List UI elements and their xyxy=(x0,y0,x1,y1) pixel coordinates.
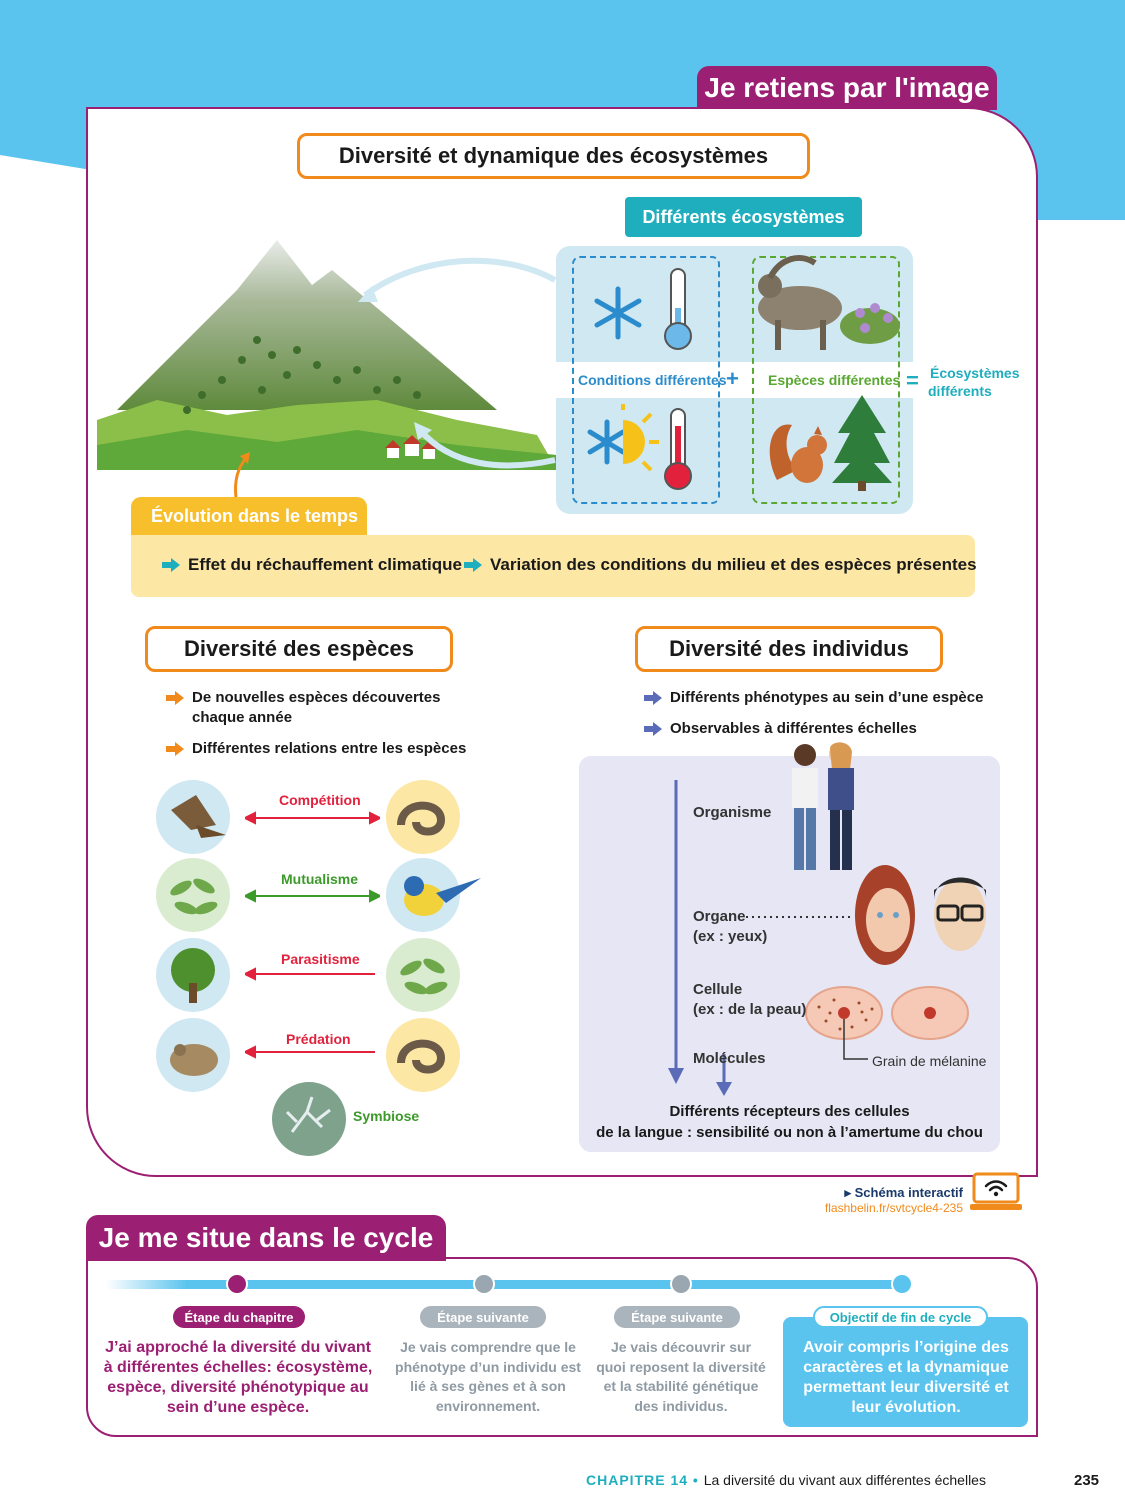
evolution-tab: Évolution dans le temps xyxy=(131,497,367,535)
arrow-right-icon xyxy=(464,558,482,572)
scale-cellule-line1: Cellule xyxy=(693,981,743,998)
timeline-dot-goal xyxy=(891,1273,913,1295)
footer-subtitle: La diversité du vivant aux différentes échelles xyxy=(703,1472,986,1488)
scale-molecules: Molécules xyxy=(693,1050,766,1067)
eco-link-arrows xyxy=(340,240,570,480)
especes-bullet-1-line1: De nouvelles espèces découvertes xyxy=(192,689,441,706)
bluetit-circle xyxy=(386,858,460,932)
scale-organe-line1: Organe xyxy=(693,908,746,925)
individus-bullet-2-text: Observables à différentes échelles xyxy=(670,720,917,737)
evolution-arrow-icon xyxy=(226,450,256,500)
stage2-tag: Étape suivante xyxy=(420,1306,546,1328)
mistletoe-circle xyxy=(156,858,230,932)
mistletoe-icon xyxy=(386,938,460,1012)
parasitisme-label: Parasitisme xyxy=(281,951,360,967)
scale-cellule-line2: (ex : de la peau) xyxy=(693,1001,807,1018)
stage3-tag: Étape suivante xyxy=(614,1306,740,1328)
thermometer-cold-icon xyxy=(660,266,696,352)
tree-circle xyxy=(156,938,230,1012)
evolution-item-1-text: Effet du réchauffement climatique xyxy=(188,555,462,574)
stage4-tag: Objectif de fin de cycle xyxy=(813,1306,988,1328)
especes-bullet-2-text: Différentes relations entre les espèces xyxy=(192,740,467,757)
stage2-text: Je vais comprendre que le phénotype d’un individu est lié à ses gènes et à son environnement. xyxy=(395,1339,581,1414)
thermometer-hot-icon xyxy=(660,406,696,492)
footer xyxy=(586,1472,986,1488)
snake-circle xyxy=(386,780,460,854)
recepteurs-line1: Différents récepteurs des cellules xyxy=(669,1103,910,1120)
equals-sign: = xyxy=(906,368,919,393)
evolution-item-2 xyxy=(464,555,977,575)
evolution-item-1 xyxy=(162,555,462,575)
timeline-dot-next-2 xyxy=(670,1273,692,1295)
toad-circle xyxy=(156,1018,230,1092)
bluetit-icon xyxy=(386,858,486,932)
relation-arrows xyxy=(245,800,380,1060)
stage3-text: Je vais découvrir sur quoi reposent la diversité et la stabilité génétique des individus. xyxy=(596,1339,766,1414)
conditions-label: Conditions différentes xyxy=(578,372,727,388)
predation-label: Prédation xyxy=(286,1031,351,1047)
evolution-item-2-text: Variation des conditions du milieu et des espèces présentes xyxy=(490,555,977,574)
differents-ecosystemes-label: Différents écosystèmes xyxy=(625,197,862,237)
especes-bullet-1-line2: chaque année xyxy=(192,709,293,726)
footer-chapter: CHAPITRE 14 xyxy=(586,1472,689,1488)
organe-dotted-line xyxy=(746,914,856,920)
arrow-right-icon xyxy=(644,691,662,705)
lichen-circle xyxy=(272,1082,346,1156)
recepteurs-line2: de la langue : sensibilité ou non à l’amertume du chou xyxy=(596,1124,983,1141)
competition-label: Compétition xyxy=(279,792,361,808)
symbiose-label: Symbiose xyxy=(353,1108,420,1124)
timeline-dot-next-1 xyxy=(473,1273,495,1295)
stage4-text: Avoir compris l’origine des caractères et la dynamique permettant leur diversité et leur évolution. xyxy=(803,1339,1009,1416)
people-illustration xyxy=(770,740,880,880)
snake-icon xyxy=(386,780,460,854)
individus-bullet-1 xyxy=(644,688,983,708)
page-number: 235 xyxy=(1074,1472,1100,1489)
mutualisme-label: Mutualisme xyxy=(281,871,359,887)
toad-icon xyxy=(156,1018,230,1092)
especes-title: Diversité des espèces xyxy=(145,626,453,672)
stage1-text: J’ai approché la diversité du vivant à différentes échelles: écosystème, espèce, diversité phénotypique au sein d’une espèce. xyxy=(103,1339,373,1416)
especes-label: Espèces différentes xyxy=(768,372,901,388)
schema-interactif-link[interactable] xyxy=(818,1185,963,1215)
especes-bullet-2 xyxy=(166,739,466,759)
mistletoe-circle-2 xyxy=(386,938,460,1012)
scale-organe-line2: (ex : yeux) xyxy=(693,928,768,945)
timeline-dot-current xyxy=(226,1273,248,1295)
squirrel-illustration xyxy=(762,410,832,490)
ecosystemes-title: Diversité et dynamique des écosystèmes xyxy=(297,133,810,179)
schema-label[interactable]: ▸ Schéma interactif xyxy=(844,1185,963,1200)
especes-bullet-1 xyxy=(166,688,440,728)
individus-bullet-2 xyxy=(644,719,917,739)
buzzard-icon xyxy=(156,780,230,854)
snowflake-icon xyxy=(590,285,646,341)
sun-snow-icon xyxy=(585,402,665,482)
cycle-title: Je me situe dans le cycle xyxy=(86,1215,446,1261)
scale-organisme: Organisme xyxy=(693,804,772,821)
arrow-right-icon xyxy=(162,558,180,572)
stage1-tag: Étape du chapitre xyxy=(173,1306,305,1328)
individus-bullet-1-text: Différents phénotypes au sein d’une espèce xyxy=(670,689,984,706)
schema-url[interactable]: flashbelin.fr/svtcycle4-235 xyxy=(824,1201,963,1215)
ecosystemes-result-line2: différents xyxy=(928,383,992,399)
grain-melanine-label: Grain de mélanine xyxy=(872,1053,987,1069)
ibex-illustration xyxy=(740,248,902,356)
lichen-icon xyxy=(272,1082,346,1156)
footer-separator: • xyxy=(688,1472,704,1488)
snake-circle-2 xyxy=(386,1018,460,1092)
individus-title: Diversité des individus xyxy=(635,626,943,672)
ecosystemes-result-line1: Écosystèmes xyxy=(930,365,1020,381)
tree-icon xyxy=(156,938,230,1012)
plus-sign: + xyxy=(726,366,739,391)
buzzard-circle xyxy=(156,780,230,854)
laptop-wifi-icon[interactable] xyxy=(970,1172,1022,1214)
faces-illustration xyxy=(850,860,1000,980)
mistletoe-icon xyxy=(156,858,230,932)
arrow-right-icon xyxy=(166,691,184,705)
arrow-right-icon xyxy=(644,722,662,736)
arrow-right-icon xyxy=(166,742,184,756)
retiens-title: Je retiens par l'image xyxy=(697,66,997,110)
snake-icon xyxy=(386,1018,460,1092)
fir-tree-illustration xyxy=(830,393,894,493)
